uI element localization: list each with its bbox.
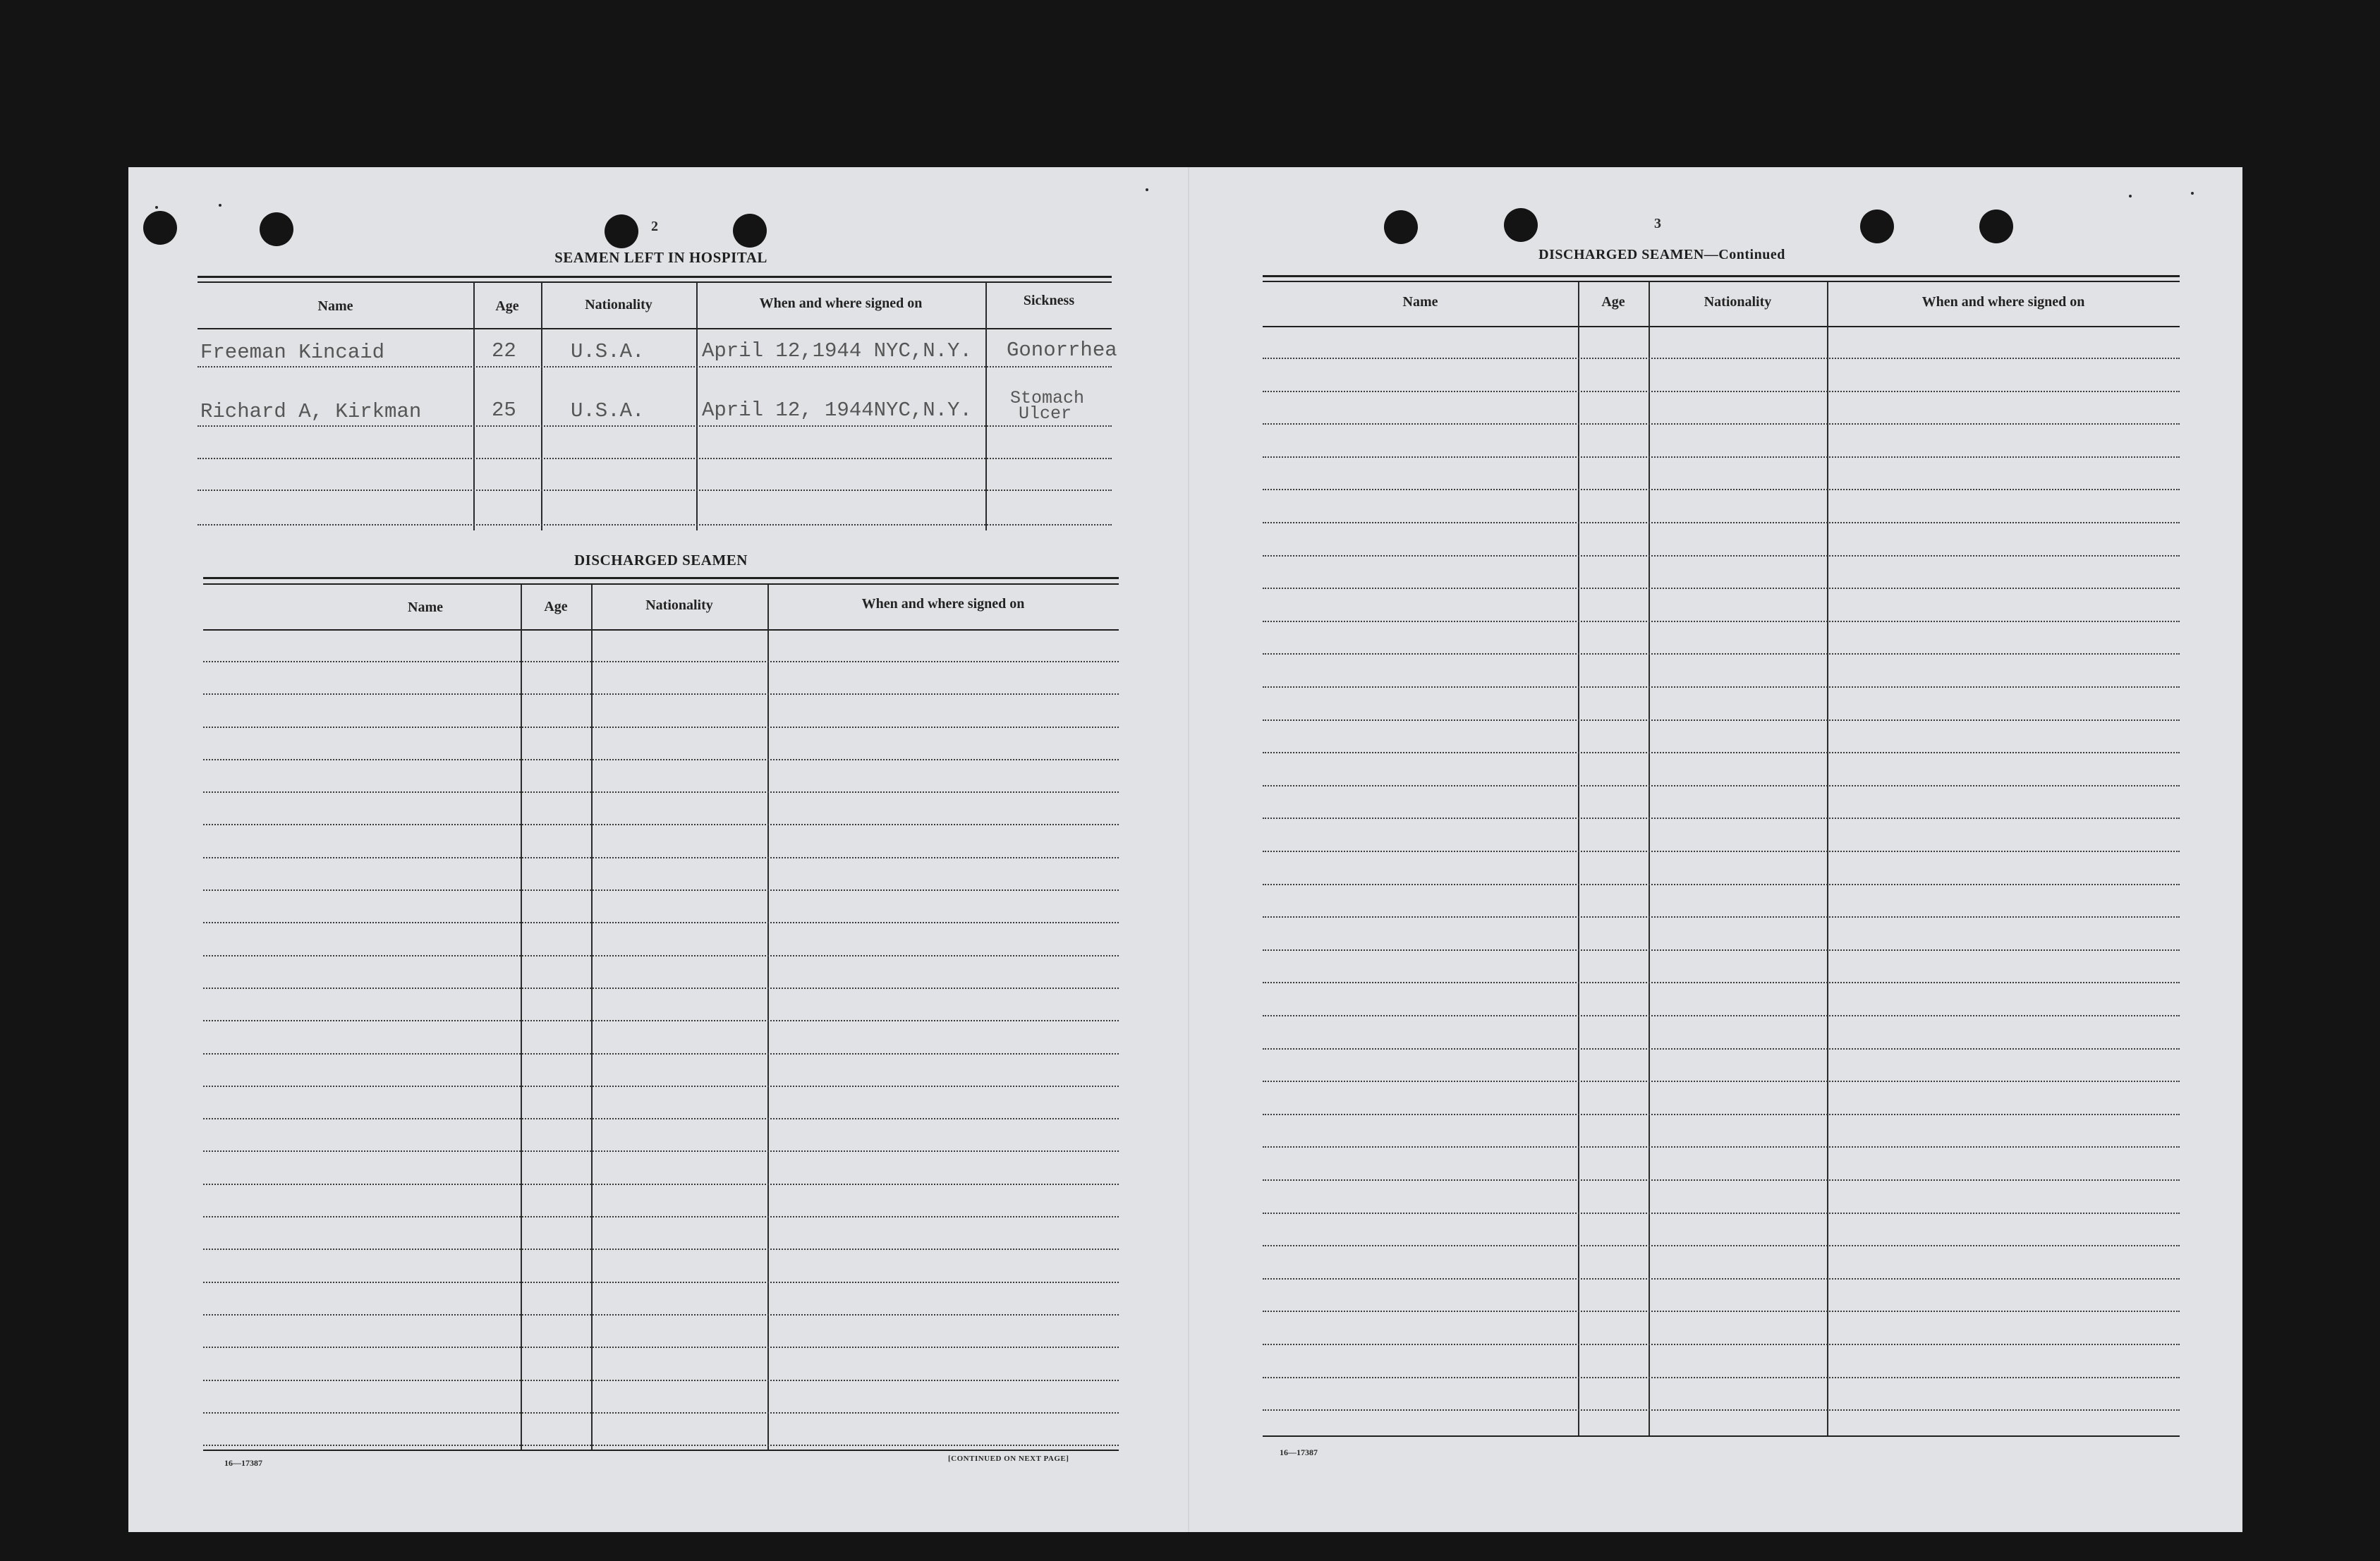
hospital-row-2-sickness-line-1: Stomach: [1010, 388, 1085, 408]
row-line: [198, 490, 1112, 491]
punch-hole: [143, 211, 177, 245]
column-divider: [1649, 282, 1650, 1437]
discharged-continued-title: DISCHARGED SEAMEN—Continued: [1538, 247, 1785, 262]
header-bottom-rule: [1263, 326, 2180, 327]
row-line: [203, 1184, 1119, 1185]
table-bottom-line: [198, 524, 1112, 526]
row-line: [203, 1282, 1119, 1283]
column-header-name: Name: [1402, 294, 1438, 310]
row-line: [1263, 621, 2180, 622]
row-line: [203, 1086, 1119, 1087]
header-bottom-rule: [198, 328, 1112, 329]
row-line: [203, 857, 1119, 858]
row-line: [1263, 1311, 2180, 1312]
row-line: [203, 955, 1119, 956]
punch-hole: [1979, 209, 2013, 243]
row-line: [1263, 949, 2180, 951]
row-line: [1263, 1344, 2180, 1345]
row-line: [1263, 752, 2180, 753]
scanned-document: [128, 167, 2242, 1532]
row-line: [1263, 1114, 2180, 1115]
table-top-rule: [198, 276, 1112, 278]
row-line: [203, 1249, 1119, 1250]
column-divider: [767, 585, 769, 1451]
column-header-nationality: Nationality: [645, 597, 713, 613]
row-line: [1263, 423, 2180, 425]
column-divider: [473, 282, 475, 530]
row-line: [203, 1380, 1119, 1381]
row-line: [203, 1053, 1119, 1055]
row-line: [1263, 686, 2180, 688]
hospital-section-title: SEAMEN LEFT IN HOSPITAL: [554, 249, 767, 266]
row-line: [203, 1445, 1119, 1446]
row-line: [203, 1150, 1119, 1152]
column-header-age: Age: [544, 599, 568, 614]
table-bottom-rule: [1263, 1435, 2180, 1437]
page-number: 3: [1654, 216, 1661, 231]
row-line: [203, 759, 1119, 760]
hospital-row-1-sickness: Gonorrhea: [1007, 339, 1117, 362]
table-top-rule: [203, 583, 1119, 585]
row-line: [1263, 982, 2180, 983]
row-line: [203, 1314, 1119, 1316]
row-line: [1263, 785, 2180, 786]
row-line: [203, 791, 1119, 793]
row-line: [1263, 1146, 2180, 1148]
column-divider: [541, 282, 542, 530]
table-bottom-rule: [203, 1450, 1119, 1451]
row-line: [1263, 1213, 2180, 1214]
column-header-nationality: Nationality: [585, 297, 652, 312]
column-header-name: Name: [317, 298, 353, 314]
row-line: [203, 693, 1119, 695]
hospital-row-1-age: 22: [492, 339, 516, 363]
form-number: 16—17387: [1280, 1447, 1318, 1457]
row-line: [1263, 818, 2180, 819]
column-header-age: Age: [495, 298, 519, 314]
column-divider: [696, 282, 698, 530]
row-line: [1263, 1015, 2180, 1016]
column-divider: [591, 585, 593, 1451]
row-line: [1263, 555, 2180, 557]
table-top-rule: [1263, 275, 2180, 277]
row-line: [203, 824, 1119, 825]
column-header-age: Age: [1601, 294, 1625, 310]
hospital-row-1-nationality: U.S.A.: [571, 340, 645, 363]
row-line: [1263, 358, 2180, 359]
scan-speck: [1146, 188, 1148, 191]
row-line: [1263, 1245, 2180, 1246]
row-line: [203, 1216, 1119, 1217]
hospital-row-2-signed-on: April 12, 1944NYC,N.Y.: [702, 399, 972, 422]
row-line: [203, 1020, 1119, 1021]
row-line: [198, 366, 1112, 368]
row-line: [198, 425, 1112, 427]
row-line: [203, 727, 1119, 728]
row-line: [1263, 1409, 2180, 1411]
scan-speck: [2191, 192, 2194, 195]
scan-speck: [155, 206, 158, 209]
row-line: [1263, 884, 2180, 885]
hospital-row-1-signed-on: April 12,1944 NYC,N.Y.: [702, 339, 972, 363]
row-line: [203, 988, 1119, 989]
column-header-signed-on: When and where signed on: [759, 296, 923, 311]
continued-note: [CONTINUED ON NEXT PAGE]: [948, 1454, 1069, 1463]
column-divider: [521, 585, 522, 1451]
discharged-section-title: DISCHARGED SEAMEN: [574, 552, 748, 569]
row-line: [1263, 456, 2180, 458]
hospital-row-2-nationality: U.S.A.: [571, 399, 645, 423]
row-line: [198, 458, 1112, 459]
left-page: [128, 167, 1186, 1532]
scan-speck: [219, 204, 221, 207]
hospital-row-2-age: 25: [492, 399, 516, 422]
row-line: [1263, 653, 2180, 655]
hospital-row-2-sickness-line-2: Ulcer: [1019, 403, 1072, 424]
page-number: 2: [651, 219, 658, 234]
column-divider: [985, 282, 987, 530]
row-line: [1263, 1081, 2180, 1082]
row-line: [203, 1347, 1119, 1348]
row-line: [1263, 916, 2180, 918]
column-divider: [1827, 282, 1828, 1437]
row-line: [1263, 588, 2180, 589]
column-header-name: Name: [408, 600, 443, 615]
scan-speck: [2129, 195, 2132, 198]
column-header-sickness: Sickness: [1023, 293, 1075, 308]
row-line: [203, 661, 1119, 662]
table-top-rule: [198, 281, 1112, 283]
row-line: [1263, 489, 2180, 490]
row-line: [1263, 719, 2180, 721]
form-number: 16—17387: [224, 1458, 262, 1468]
row-line: [1263, 851, 2180, 852]
punch-hole: [1384, 210, 1418, 244]
row-line: [203, 889, 1119, 891]
row-line: [1263, 1179, 2180, 1181]
hospital-row-2-name: Richard A, Kirkman: [200, 400, 422, 423]
row-line: [203, 1118, 1119, 1119]
row-line: [203, 922, 1119, 923]
row-line: [1263, 522, 2180, 523]
row-line: [1263, 1278, 2180, 1280]
column-header-nationality: Nationality: [1704, 294, 1772, 310]
right-page: [1189, 167, 2242, 1532]
punch-hole: [1860, 209, 1894, 243]
punch-hole: [1504, 208, 1538, 242]
column-header-signed-on: When and where signed on: [861, 596, 1025, 612]
table-top-rule: [203, 577, 1119, 579]
column-header-signed-on: When and where signed on: [1921, 294, 2085, 310]
row-line: [1263, 1048, 2180, 1050]
row-line: [1263, 391, 2180, 392]
column-divider: [1578, 282, 1579, 1437]
table-top-rule: [1263, 281, 2180, 282]
punch-hole: [733, 214, 767, 248]
punch-hole: [260, 212, 293, 246]
header-bottom-rule: [203, 629, 1119, 631]
hospital-row-1-name: Freeman Kincaid: [200, 341, 385, 364]
row-line: [1263, 1377, 2180, 1378]
row-line: [203, 1412, 1119, 1414]
